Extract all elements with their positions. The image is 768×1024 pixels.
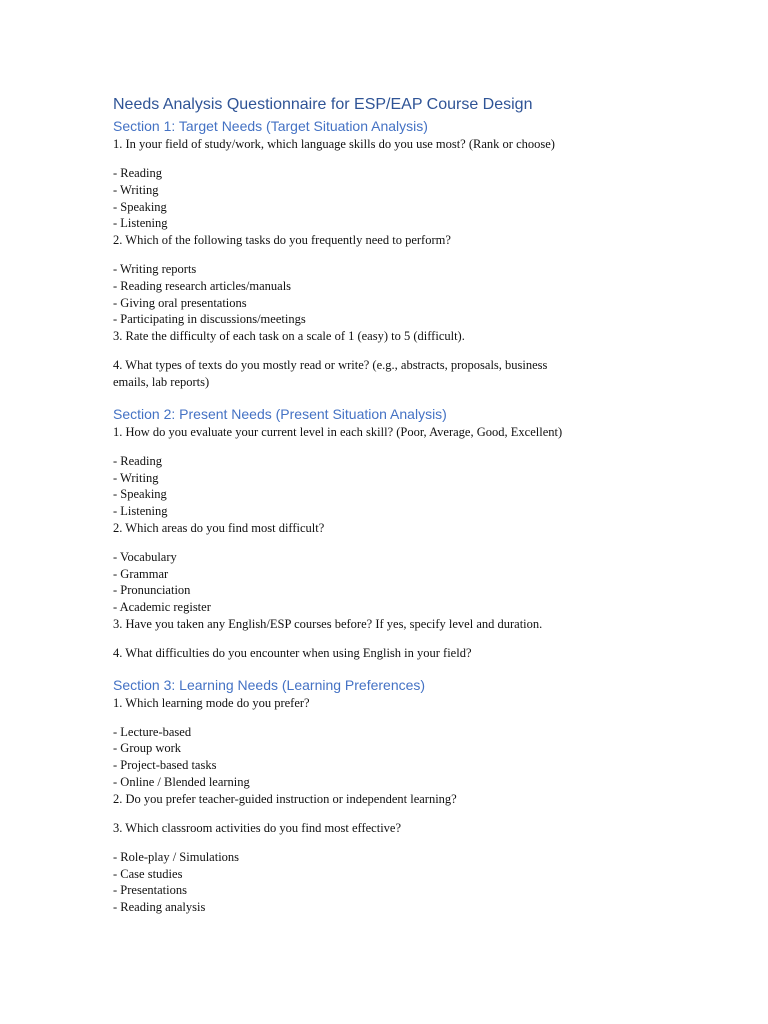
option-item: - Case studies: [113, 866, 183, 881]
option-item: - Lecture-based: [113, 724, 192, 739]
option-item: - Writing reports: [113, 262, 197, 277]
option-item: - Online / Blended learning: [113, 774, 250, 789]
question: 2. Which areas do you find most difficult?: [113, 520, 325, 535]
question: 1. In your field of study/work, which language skills do you use most? (Rank or choose): [113, 137, 555, 151]
option-item: - Reading: [113, 453, 162, 468]
question-continuation: emails, lab reports): [113, 374, 210, 389]
question: 1. How do you evaluate your current level in each skill? (Poor, Average, Good, Excellent): [113, 424, 563, 439]
question: 4. What difficulties do you encounter when using English in your field?: [113, 645, 472, 660]
option-item: - Listening: [113, 503, 168, 518]
question: 3. Have you taken any English/ESP courses before? If yes, specify level and duration.: [113, 616, 543, 631]
option-item: - Presentations: [113, 883, 187, 898]
option-item: - Group work: [113, 741, 182, 756]
section-1: [113, 116, 653, 391]
option-item: - Reading: [113, 166, 162, 181]
section-heading: Section 3: Learning Needs (Learning Preferences): [113, 676, 426, 693]
option-item: - Vocabulary: [113, 549, 177, 564]
document-title: Needs Analysis Questionnaire for ESP/EAP Course Design: [113, 96, 533, 113]
option-item: - Role-play / Simulations: [113, 850, 240, 864]
section-heading: Section 1: Target Needs (Target Situation Analysis): [113, 118, 428, 134]
document-page: [113, 94, 653, 916]
section-2: [113, 404, 653, 662]
question: 3. Which classroom activities do you find most effective?: [113, 820, 402, 835]
question: 1. Which learning mode do you prefer?: [113, 695, 310, 710]
question: 2. Do you prefer teacher-guided instruction or independent learning?: [113, 791, 457, 806]
option-item: - Listening: [113, 216, 168, 231]
section-3: [113, 675, 653, 916]
option-item: - Speaking: [113, 199, 167, 214]
question: 3. Rate the difficulty of each task on a scale of 1 (easy) to 5 (difficult).: [113, 329, 465, 344]
option-item: - Academic register: [113, 599, 211, 614]
question: 2. Which of the following tasks do you frequently need to perform?: [113, 233, 451, 248]
option-item: - Participating in discussions/meetings: [113, 312, 306, 327]
option-item: - Pronunciation: [113, 583, 191, 598]
option-item: - Giving oral presentations: [113, 295, 247, 310]
option-item: - Writing: [113, 470, 159, 485]
option-item: - Reading analysis: [113, 900, 206, 915]
option-item: - Writing: [113, 182, 159, 197]
option-item: - Reading research articles/manuals: [113, 278, 292, 293]
option-item: - Speaking: [113, 487, 167, 502]
option-item: - Grammar: [113, 566, 169, 581]
option-item: - Project-based tasks: [113, 758, 217, 773]
question: 4. What types of texts do you mostly read or write? (e.g., abstracts, proposals, business: [113, 358, 548, 373]
section-heading: Section 2: Present Needs (Present Situation Analysis): [113, 405, 447, 422]
